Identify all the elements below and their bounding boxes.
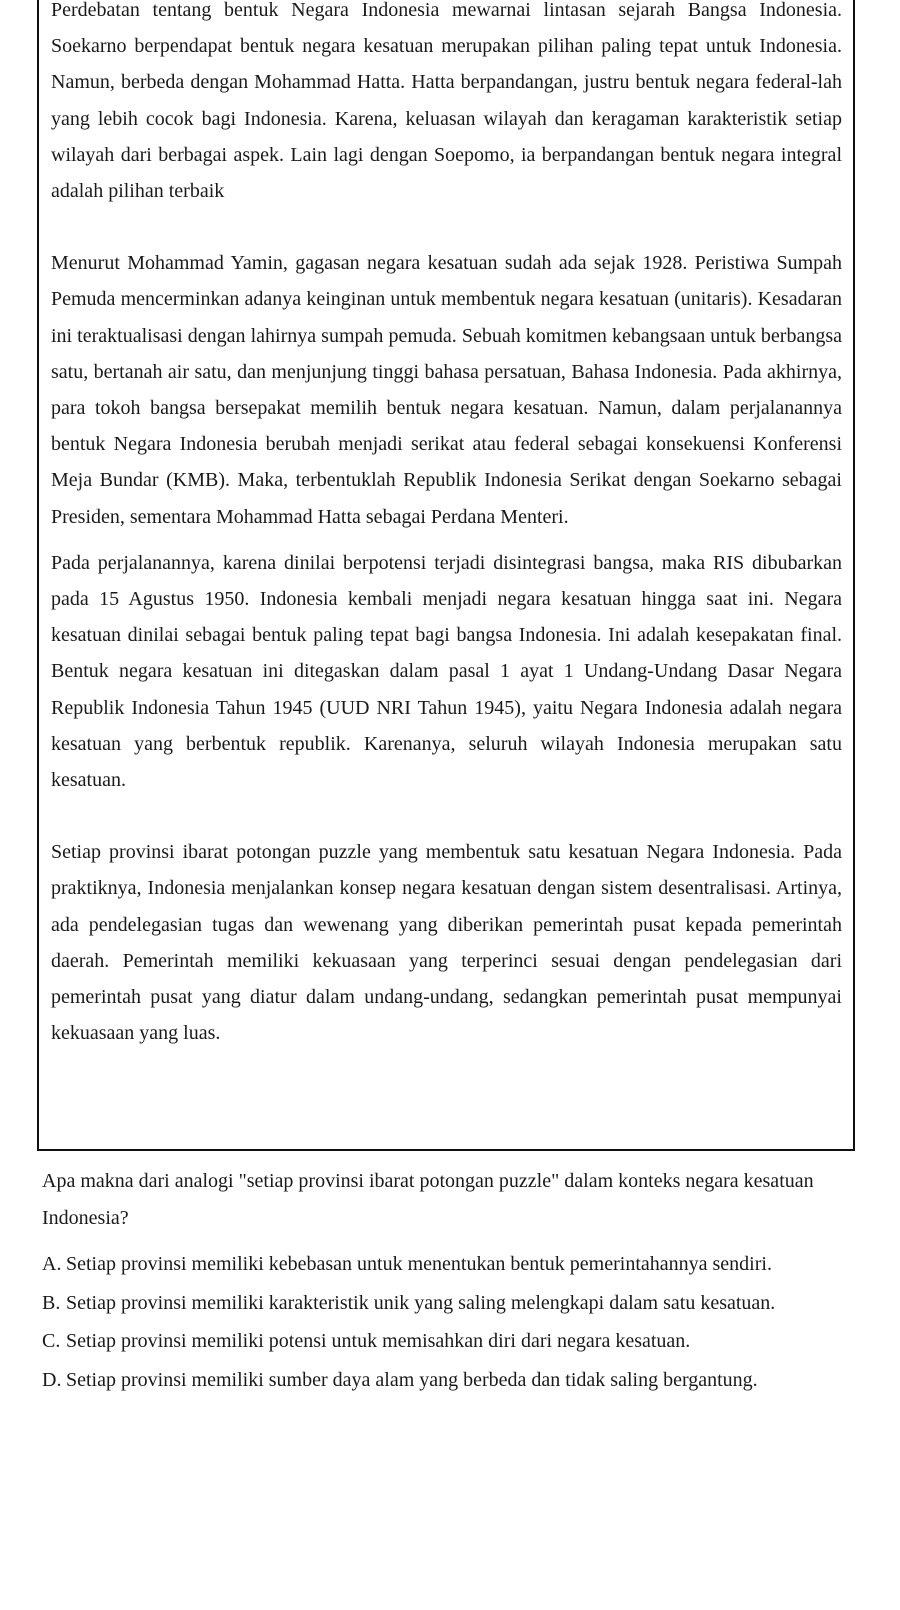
answer-options xyxy=(42,1246,860,1398)
reading-passage-box xyxy=(37,0,855,1151)
question-section xyxy=(42,1163,860,1400)
answer-option-a[interactable] xyxy=(42,1246,860,1283)
option-letter: C. xyxy=(42,1330,61,1352)
option-text: Setiap provinsi memiliki sumber daya alam yang berbeda dan tidak saling bergantung. xyxy=(66,1368,758,1391)
passage-paragraph-3: Pada perjalanannya, karena dinilai berpotensi terjadi disintegrasi bangsa, maka RIS dibubarkan pada 15 Agustus 1950. Indonesia kembali menjadi negara kesatuan hingga saat ini. Negara kesatuan dinilai sebagai bentuk paling tepat bagi bangsa Indonesia. Ini adalah kesepakatan final. Bentuk negara kesatuan ini ditegaskan dalam pasal 1 ayat 1 Undang-Undang Dasar Negara Republik Indonesia Tahun 1945 (UUD NRI Tahun 1945), yaitu Negara Indonesia adalah negara kesatuan yang berbentuk republik. Karenanya, seluruh wilayah Indonesia merupakan satu kesatuan. xyxy=(51,551,842,792)
answer-option-b[interactable] xyxy=(42,1285,860,1322)
question-text: Apa makna dari analogi "setiap provinsi ibarat potongan puzzle" dalam konteks negara kesatuan Indonesia? xyxy=(42,1170,814,1229)
option-letter: A. xyxy=(42,1253,62,1275)
option-text: Setiap provinsi memiliki kebebasan untuk menentukan bentuk pemerintahannya sendiri. xyxy=(66,1253,772,1275)
answer-option-c[interactable] xyxy=(42,1323,860,1360)
passage-paragraph-1: Perdebatan tentang bentuk Negara Indonesia mewarnai lintasan sejarah Bangsa Indonesia. Soekarno berpendapat bentuk negara kesatuan merupakan pilihan paling tepat untuk Indonesia. Namun, berbeda dengan Mohammad Hatta. Hatta berpandangan, justru bentuk negara federal-lah yang lebih cocok bagi Indonesia. Karena, keluasan wilayah dan keragaman karakteristik setiap wilayah dari berbagai aspek. Lain lagi dengan Soepomo, ia berpandangan bentuk negara integral adalah pilihan terbaik xyxy=(51,0,842,203)
passage-paragraph-2: Menurut Mohammad Yamin, gagasan negara kesatuan sudah ada sejak 1928. Peristiwa Sumpah Pemuda mencerminkan adanya keinginan untuk membentuk negara kesatuan (unitaris). Kesadaran ini teraktualisasi dengan lahirnya sumpah pemuda. Sebuah komitmen kebangsaan untuk berbangsa satu, bertanah air satu, dan menjunjung tinggi bahasa persatuan, Bahasa Indonesia. Pada akhirnya, para tokoh bangsa bersepakat memilih bentuk negara kesatuan. Namun, dalam perjalanannya bentuk Negara Indonesia berubah menjadi serikat atau federal sebagai konsekuensi Konferensi Meja Bundar (KMB). Maka, terbentuklah Republik Indonesia Serikat dengan Soekarno sebagai Presiden, sementara Mohammad Hatta sebagai Perdana Menteri. xyxy=(51,252,842,528)
option-text: Setiap provinsi memiliki potensi untuk memisahkan diri dari negara kesatuan. xyxy=(66,1330,691,1352)
passage-paragraph-4: Setiap provinsi ibarat potongan puzzle yang membentuk satu kesatuan Negara Indonesia. Pada praktiknya, Indonesia menjalankan konsep negara kesatuan dengan sistem desentralisasi. Artinya, ada pendelegasian tugas dan wewenang yang diberikan pemerintah pusat kepada pemerintah daerah. Pemerintah memiliki kekuasaan yang terperinci sesuai dengan pendelegasian dari pemerintah pusat yang diatur dalam undang-undang, sedangkan pemerintah pusat mempunyai kekuasaan yang luas. xyxy=(51,841,842,1045)
option-letter: D. xyxy=(42,1368,62,1391)
answer-option-d[interactable] xyxy=(42,1362,860,1399)
option-text: Setiap provinsi memiliki karakteristik unik yang saling melengkapi dalam satu kesatuan. xyxy=(66,1291,776,1314)
option-letter: B. xyxy=(42,1291,61,1314)
